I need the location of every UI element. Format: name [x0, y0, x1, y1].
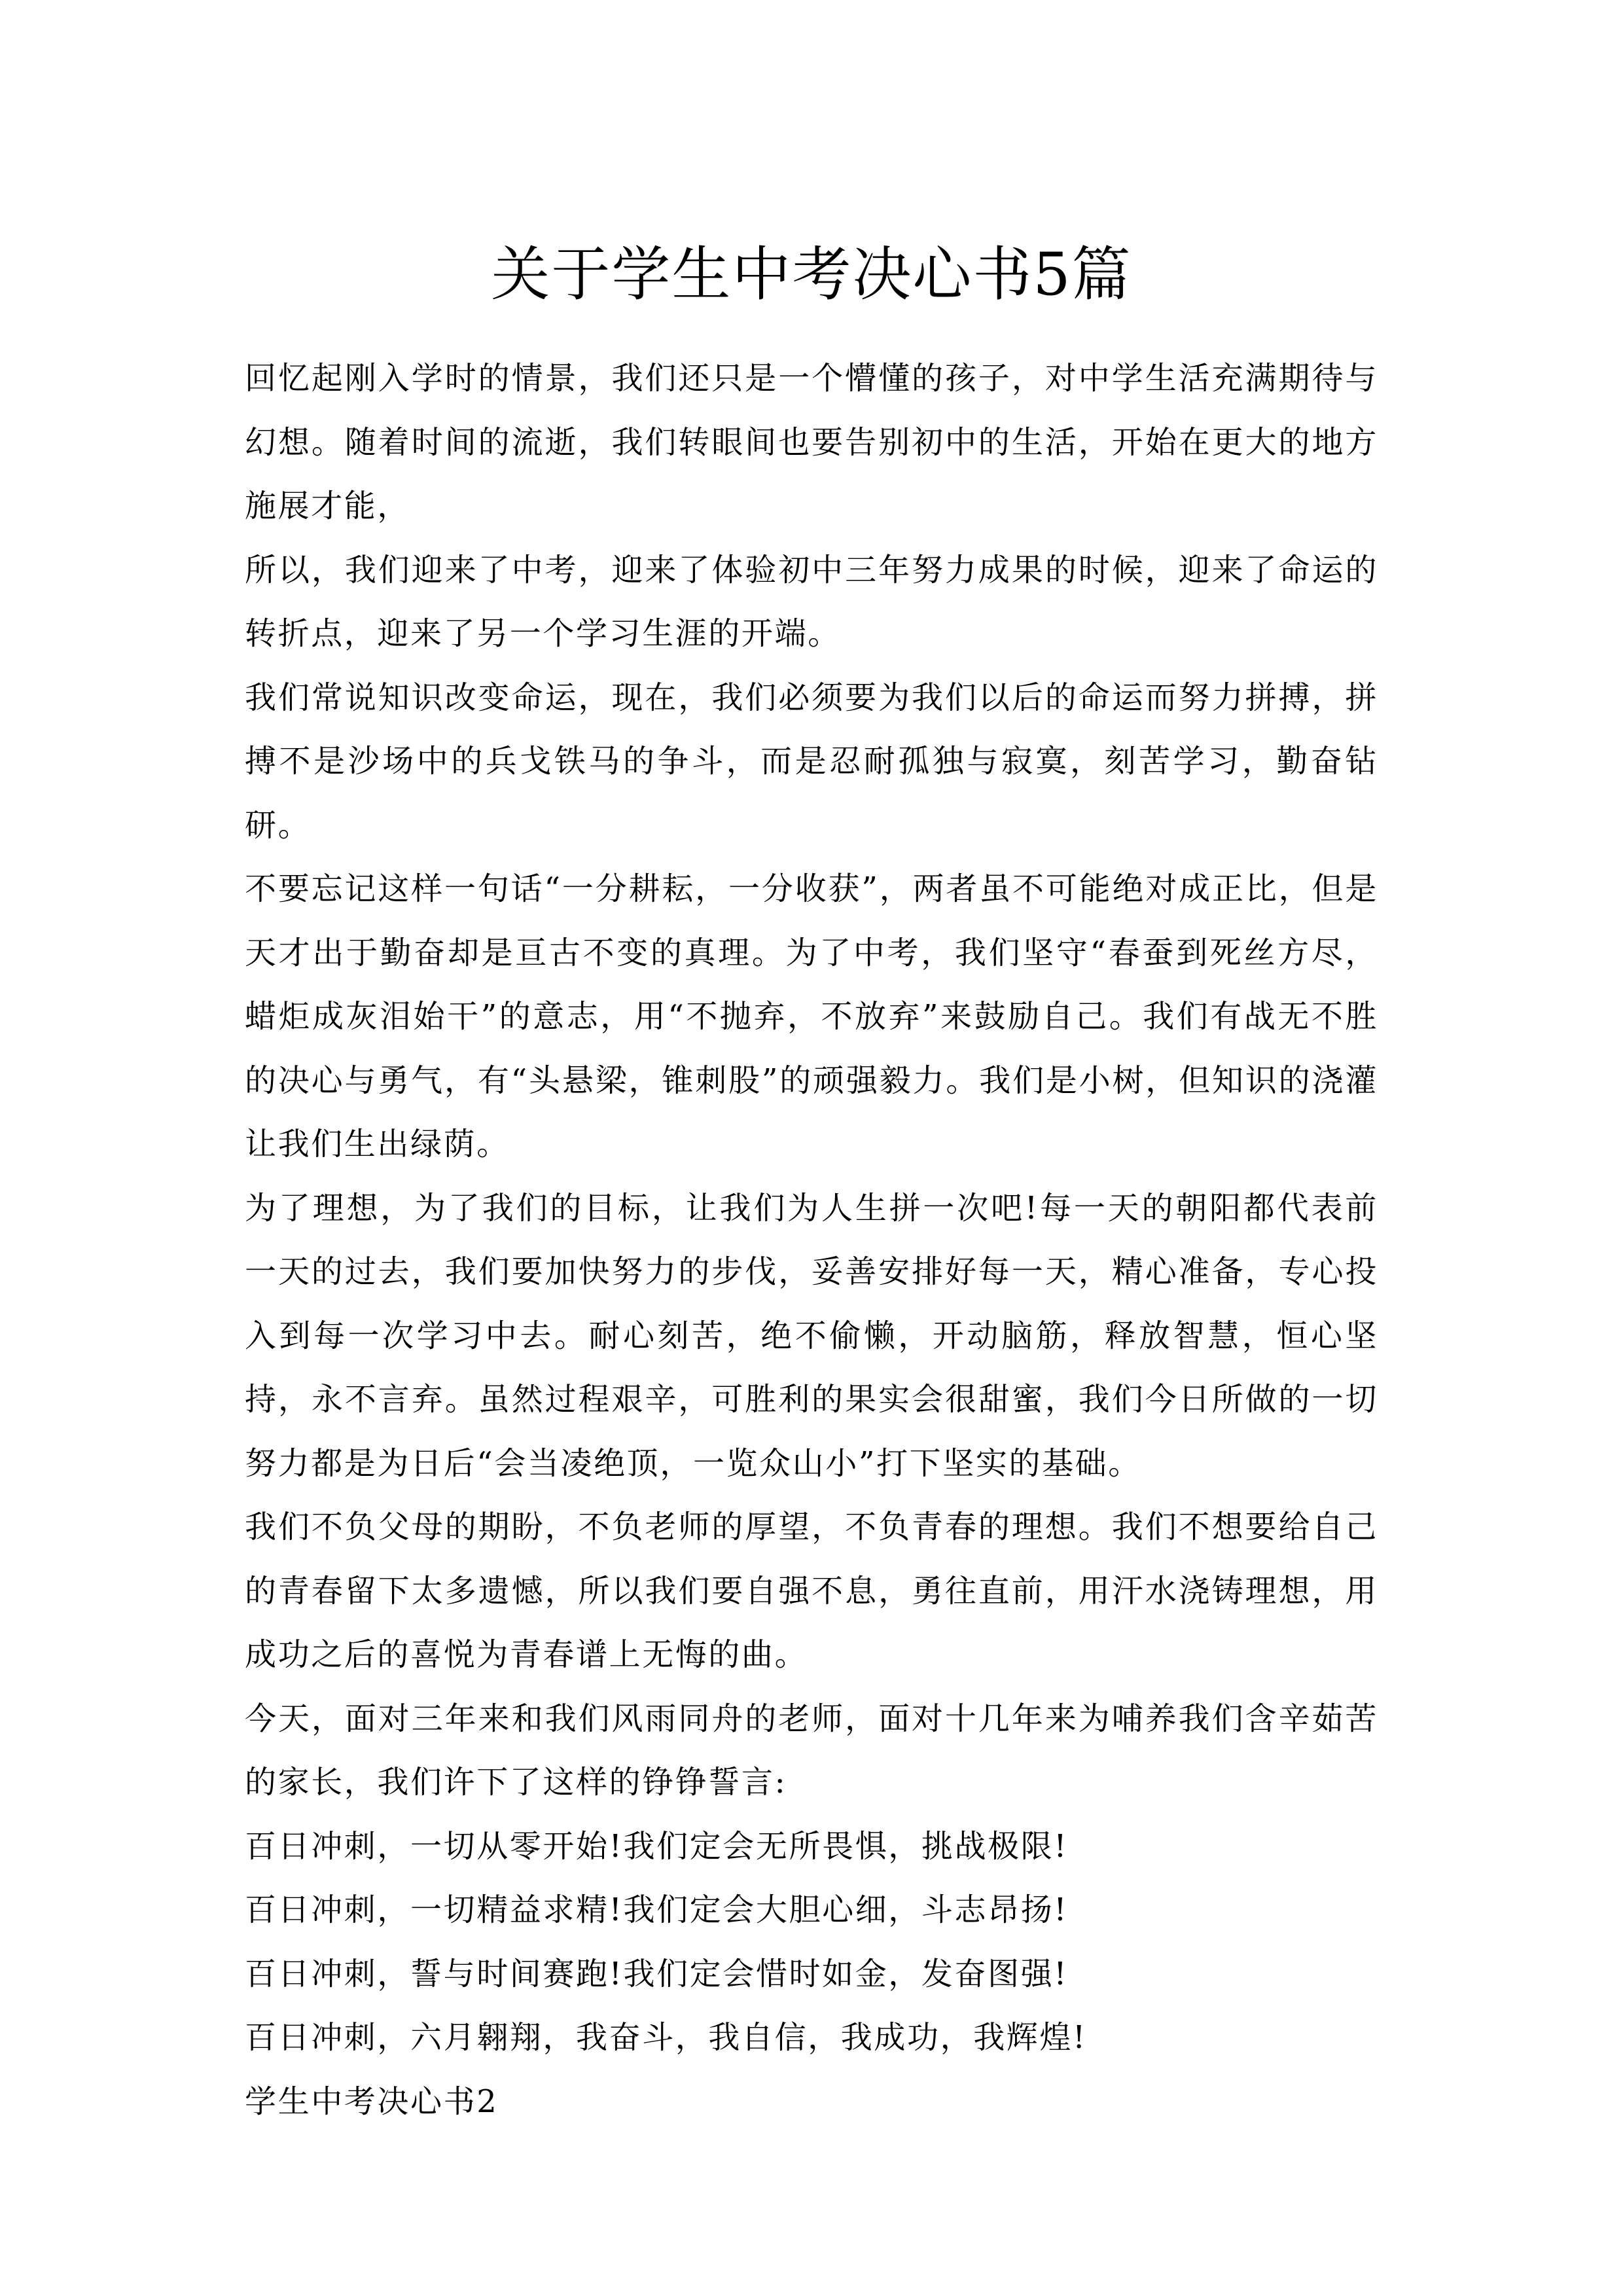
pledge-line: 百日冲刺，六月翱翔，我奋斗，我自信，我成功，我辉煌!	[245, 2019, 1087, 2056]
paragraph: 所以，我们迎来了中考，迎来了体验初中三年努力成果的时候，迎来了命运的转折点，迎来了另一个学习生涯的开端。	[245, 551, 1378, 652]
paragraph: 为了理想，为了我们的目标，让我们为人生拼一次吧!每一天的朝阳都代表前一天的过去，我们要加快努力的步伐，妥善安排好每一天，精心准备，专心投入到每一次学习中去。耐心刻苦，绝不偷懒，开动脑筋，释放智慧，恒心坚持，永不言弃。虽然过程艰辛，可胜利的果实会很甜蜜，我们今日所做的一切努力都是为日后“会当凌绝顶，一览众山小”打下坚实的基础。	[245, 1189, 1378, 1482]
section-heading: 学生中考决心书2	[245, 2083, 499, 2120]
pledge-line: 百日冲刺，一切从零开始!我们定会无所畏惧，挑战极限!	[245, 1827, 1069, 1865]
document-title: 关于学生中考决心书5篇	[491, 240, 1132, 310]
paragraph: 我们常说知识改变命运，现在，我们必须要为我们以后的命运而努力拼搏，拼搏不是沙场中的兵戈铁马的争斗，而是忍耐孤独与寂寞，刻苦学习，勤奋钻研。	[245, 679, 1378, 844]
paragraph: 回忆起刚入学时的情景，我们还只是一个懵懂的孩子，对中学生活充满期待与幻想。随着时间的流逝，我们转眼间也要告别初中的生活，开始在更大的地方施展才能，	[245, 360, 1378, 524]
pledge-line: 百日冲刺，一切精益求精!我们定会大胆心细，斗志昂扬!	[245, 1892, 1069, 1928]
document-body	[245, 347, 1378, 2134]
pledge-line: 百日冲刺，誓与时间赛跑!我们定会惜时如金，发奋图强!	[245, 1955, 1069, 1992]
paragraph: 今天，面对三年来和我们风雨同舟的老师，面对十几年来为哺养我们含辛茹苦的家长，我们许下了这样的铮铮誓言:	[245, 1700, 1378, 1801]
paragraph: 我们不负父母的期盼，不负老师的厚望，不负青春的理想。我们不想要给自己的青春留下太多遗憾，所以我们要自强不息，勇往直前，用汗水浇铸理想，用成功之后的喜悦为青春谱上无悔的曲。	[245, 1509, 1378, 1673]
paragraph: 不要忘记这样一句话“一分耕耘，一分收获”，两者虽不可能绝对成正比，但是天才出于勤奋却是亘古不变的真理。为了中考，我们坚守“春蚕到死丝方尽，蜡炬成灰泪始干”的意志，用“不抛弃，不放弃”来鼓励自己。我们有战无不胜的决心与勇气，有“头悬梁，锥刺股”的顽强毅力。我们是小树，但知识的浇灌让我们生出绿荫。	[245, 870, 1378, 1162]
